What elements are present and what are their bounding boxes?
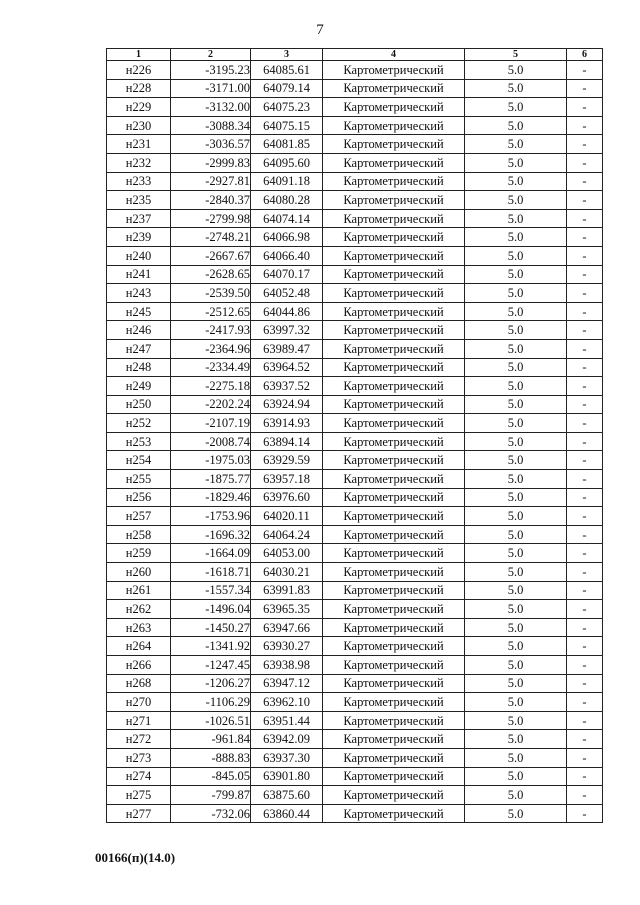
cell-accuracy: 5.0 [465,656,567,675]
cell-y-coordinate: 64085.61 [251,61,323,80]
cell-x-coordinate: -2202.24 [171,395,251,414]
cell-y-coordinate: 64052.48 [251,284,323,303]
cell-note: - [567,395,603,414]
table-row [107,153,603,172]
table-row [107,432,603,451]
cell-note: - [567,246,603,265]
cell-note: - [567,98,603,117]
cell-x-coordinate: -1829.46 [171,488,251,507]
cell-note: - [567,637,603,656]
table-row [107,563,603,582]
cell-method: Картометрический [323,153,465,172]
cell-method: Картометрический [323,748,465,767]
table-row [107,265,603,284]
table-row [107,339,603,358]
cell-y-coordinate: 63930.27 [251,637,323,656]
cell-point-id: н233 [107,172,171,191]
cell-y-coordinate: 63929.59 [251,451,323,470]
cell-point-id: н237 [107,209,171,228]
cell-accuracy: 5.0 [465,432,567,451]
cell-point-id: н268 [107,674,171,693]
column-header-1: 1 [107,49,171,61]
table-row [107,414,603,433]
cell-note: - [567,786,603,805]
table-row [107,172,603,191]
cell-x-coordinate: -2417.93 [171,321,251,340]
table-row [107,135,603,154]
cell-point-id: н258 [107,525,171,544]
table-row [107,79,603,98]
cell-method: Картометрический [323,61,465,80]
cell-point-id: н241 [107,265,171,284]
cell-note: - [567,618,603,637]
cell-accuracy: 5.0 [465,618,567,637]
cell-method: Картометрический [323,730,465,749]
cell-note: - [567,191,603,210]
cell-x-coordinate: -3171.00 [171,79,251,98]
page-number: 7 [316,22,324,38]
cell-x-coordinate: -1106.29 [171,693,251,712]
cell-y-coordinate: 63924.94 [251,395,323,414]
cell-accuracy: 5.0 [465,804,567,823]
cell-note: - [567,432,603,451]
table-row [107,321,603,340]
cell-accuracy: 5.0 [465,246,567,265]
cell-method: Картометрический [323,321,465,340]
cell-accuracy: 5.0 [465,61,567,80]
table-row [107,656,603,675]
column-header-3: 3 [251,49,323,61]
cell-y-coordinate: 64079.14 [251,79,323,98]
cell-x-coordinate: -2999.83 [171,153,251,172]
cell-accuracy: 5.0 [465,507,567,526]
table-row [107,377,603,396]
cell-y-coordinate: 63860.44 [251,804,323,823]
cell-point-id: н247 [107,339,171,358]
cell-note: - [567,730,603,749]
cell-accuracy: 5.0 [465,153,567,172]
cell-point-id: н260 [107,563,171,582]
cell-accuracy: 5.0 [465,302,567,321]
cell-note: - [567,61,603,80]
cell-point-id: н274 [107,767,171,786]
cell-accuracy: 5.0 [465,209,567,228]
cell-method: Картометрический [323,507,465,526]
cell-y-coordinate: 64080.28 [251,191,323,210]
cell-y-coordinate: 64064.24 [251,525,323,544]
table-row [107,693,603,712]
cell-method: Картометрический [323,693,465,712]
table-row [107,507,603,526]
cell-method: Картометрический [323,525,465,544]
cell-method: Картометрический [323,804,465,823]
cell-method: Картометрический [323,98,465,117]
cell-accuracy: 5.0 [465,600,567,619]
cell-x-coordinate: -845.05 [171,767,251,786]
cell-note: - [567,600,603,619]
cell-x-coordinate: -1975.03 [171,451,251,470]
cell-note: - [567,116,603,135]
table-row [107,600,603,619]
cell-y-coordinate: 64020.11 [251,507,323,526]
cell-method: Картометрический [323,581,465,600]
cell-note: - [567,451,603,470]
cell-note: - [567,767,603,786]
cell-point-id: н240 [107,246,171,265]
cell-point-id: н264 [107,637,171,656]
table-row [107,228,603,247]
table-body [107,61,603,823]
cell-note: - [567,153,603,172]
cell-accuracy: 5.0 [465,711,567,730]
cell-x-coordinate: -1618.71 [171,563,251,582]
cell-note: - [567,581,603,600]
table-row [107,451,603,470]
cell-accuracy: 5.0 [465,451,567,470]
cell-method: Картометрический [323,79,465,98]
cell-note: - [567,377,603,396]
cell-x-coordinate: -1696.32 [171,525,251,544]
cell-x-coordinate: -1026.51 [171,711,251,730]
cell-point-id: н252 [107,414,171,433]
cell-y-coordinate: 63947.66 [251,618,323,637]
cell-method: Картометрический [323,618,465,637]
cell-method: Картометрический [323,135,465,154]
column-header-2: 2 [171,49,251,61]
cell-method: Картометрический [323,563,465,582]
cell-x-coordinate: -1247.45 [171,656,251,675]
cell-x-coordinate: -1341.92 [171,637,251,656]
table-row [107,767,603,786]
table-row [107,116,603,135]
cell-point-id: н275 [107,786,171,805]
cell-y-coordinate: 63938.98 [251,656,323,675]
cell-note: - [567,693,603,712]
cell-point-id: н277 [107,804,171,823]
cell-note: - [567,79,603,98]
table-row [107,618,603,637]
cell-point-id: н271 [107,711,171,730]
cell-note: - [567,656,603,675]
cell-note: - [567,544,603,563]
cell-accuracy: 5.0 [465,191,567,210]
cell-x-coordinate: -888.83 [171,748,251,767]
cell-accuracy: 5.0 [465,637,567,656]
cell-note: - [567,228,603,247]
cell-x-coordinate: -2512.65 [171,302,251,321]
cell-x-coordinate: -961.84 [171,730,251,749]
table-row [107,470,603,489]
cell-accuracy: 5.0 [465,563,567,582]
cell-x-coordinate: -2334.49 [171,358,251,377]
cell-x-coordinate: -1557.34 [171,581,251,600]
table-row [107,98,603,117]
cell-y-coordinate: 63989.47 [251,339,323,358]
cell-point-id: н253 [107,432,171,451]
table-row [107,730,603,749]
cell-point-id: н246 [107,321,171,340]
cell-accuracy: 5.0 [465,284,567,303]
table-row [107,209,603,228]
cell-y-coordinate: 64091.18 [251,172,323,191]
cell-method: Картометрический [323,395,465,414]
cell-point-id: н263 [107,618,171,637]
cell-x-coordinate: -2748.21 [171,228,251,247]
cell-point-id: н235 [107,191,171,210]
cell-x-coordinate: -732.06 [171,804,251,823]
cell-y-coordinate: 63991.83 [251,581,323,600]
cell-note: - [567,265,603,284]
cell-y-coordinate: 63914.93 [251,414,323,433]
cell-y-coordinate: 63997.32 [251,321,323,340]
cell-accuracy: 5.0 [465,748,567,767]
cell-point-id: н248 [107,358,171,377]
cell-point-id: н239 [107,228,171,247]
cell-x-coordinate: -3036.57 [171,135,251,154]
cell-note: - [567,339,603,358]
table-row [107,804,603,823]
cell-x-coordinate: -2107.19 [171,414,251,433]
cell-note: - [567,470,603,489]
cell-method: Картометрический [323,191,465,210]
cell-note: - [567,135,603,154]
cell-note: - [567,804,603,823]
cell-accuracy: 5.0 [465,135,567,154]
cell-point-id: н259 [107,544,171,563]
cell-note: - [567,674,603,693]
cell-method: Картометрический [323,674,465,693]
cell-y-coordinate: 64070.17 [251,265,323,284]
cell-point-id: н231 [107,135,171,154]
cell-y-coordinate: 64066.40 [251,246,323,265]
table-row [107,525,603,544]
cell-x-coordinate: -2364.96 [171,339,251,358]
cell-note: - [567,711,603,730]
cell-y-coordinate: 63947.12 [251,674,323,693]
cell-method: Картометрический [323,544,465,563]
cell-method: Картометрический [323,767,465,786]
table-header-row [107,49,603,61]
cell-accuracy: 5.0 [465,693,567,712]
cell-x-coordinate: -2008.74 [171,432,251,451]
cell-method: Картометрический [323,637,465,656]
cell-accuracy: 5.0 [465,674,567,693]
cell-accuracy: 5.0 [465,321,567,340]
cell-x-coordinate: -1664.09 [171,544,251,563]
cell-point-id: н257 [107,507,171,526]
cell-note: - [567,507,603,526]
cell-x-coordinate: -2275.18 [171,377,251,396]
cell-method: Картометрический [323,432,465,451]
cell-note: - [567,172,603,191]
cell-accuracy: 5.0 [465,786,567,805]
cell-point-id: н255 [107,470,171,489]
table-row [107,358,603,377]
cell-accuracy: 5.0 [465,358,567,377]
cell-y-coordinate: 63937.52 [251,377,323,396]
cell-y-coordinate: 63875.60 [251,786,323,805]
cell-point-id: н229 [107,98,171,117]
cell-y-coordinate: 64095.60 [251,153,323,172]
table-row [107,302,603,321]
cell-note: - [567,414,603,433]
coordinates-table [106,48,603,823]
cell-point-id: н226 [107,61,171,80]
cell-note: - [567,563,603,582]
cell-point-id: н243 [107,284,171,303]
cell-accuracy: 5.0 [465,172,567,191]
cell-point-id: н266 [107,656,171,675]
cell-point-id: н249 [107,377,171,396]
cell-accuracy: 5.0 [465,79,567,98]
cell-accuracy: 5.0 [465,767,567,786]
column-header-6: 6 [567,49,603,61]
cell-method: Картометрический [323,228,465,247]
cell-method: Картометрический [323,265,465,284]
cell-accuracy: 5.0 [465,265,567,284]
cell-y-coordinate: 63962.10 [251,693,323,712]
cell-note: - [567,358,603,377]
cell-method: Картометрический [323,600,465,619]
cell-y-coordinate: 64081.85 [251,135,323,154]
cell-y-coordinate: 64075.15 [251,116,323,135]
cell-point-id: н228 [107,79,171,98]
cell-x-coordinate: -1875.77 [171,470,251,489]
cell-x-coordinate: -3088.34 [171,116,251,135]
table-row [107,246,603,265]
cell-x-coordinate: -1496.04 [171,600,251,619]
cell-y-coordinate: 63976.60 [251,488,323,507]
column-header-5: 5 [465,49,567,61]
table-row [107,674,603,693]
table-row [107,581,603,600]
cell-y-coordinate: 63964.52 [251,358,323,377]
cell-point-id: н250 [107,395,171,414]
cell-y-coordinate: 63937.30 [251,748,323,767]
table-row [107,191,603,210]
cell-x-coordinate: -1450.27 [171,618,251,637]
cell-method: Картометрический [323,116,465,135]
table-row [107,61,603,80]
cell-accuracy: 5.0 [465,98,567,117]
cell-x-coordinate: -799.87 [171,786,251,805]
cell-note: - [567,525,603,544]
cell-x-coordinate: -2840.37 [171,191,251,210]
cell-accuracy: 5.0 [465,228,567,247]
cell-method: Картометрический [323,451,465,470]
table-row [107,544,603,563]
cell-method: Картометрический [323,358,465,377]
cell-y-coordinate: 63965.35 [251,600,323,619]
cell-method: Картометрический [323,172,465,191]
cell-method: Картометрический [323,470,465,489]
cell-accuracy: 5.0 [465,339,567,358]
cell-note: - [567,748,603,767]
table-row [107,786,603,805]
cell-point-id: н273 [107,748,171,767]
document-code: 00166(п)(14.0) [95,850,176,865]
cell-method: Картометрический [323,414,465,433]
cell-note: - [567,302,603,321]
cell-y-coordinate: 64053.00 [251,544,323,563]
cell-y-coordinate: 63894.14 [251,432,323,451]
cell-x-coordinate: -3195.23 [171,61,251,80]
cell-accuracy: 5.0 [465,414,567,433]
cell-note: - [567,209,603,228]
cell-y-coordinate: 64044.86 [251,302,323,321]
cell-accuracy: 5.0 [465,116,567,135]
cell-x-coordinate: -2799.98 [171,209,251,228]
cell-note: - [567,488,603,507]
table-row [107,395,603,414]
cell-y-coordinate: 63957.18 [251,470,323,489]
cell-y-coordinate: 64074.14 [251,209,323,228]
cell-point-id: н230 [107,116,171,135]
cell-accuracy: 5.0 [465,730,567,749]
cell-method: Картометрический [323,786,465,805]
cell-accuracy: 5.0 [465,470,567,489]
cell-method: Картометрический [323,656,465,675]
cell-method: Картометрический [323,302,465,321]
cell-point-id: н272 [107,730,171,749]
table-row [107,284,603,303]
cell-y-coordinate: 64030.21 [251,563,323,582]
cell-y-coordinate: 63901.80 [251,767,323,786]
cell-point-id: н262 [107,600,171,619]
column-header-4: 4 [323,49,465,61]
cell-method: Картометрический [323,209,465,228]
table-row [107,711,603,730]
cell-method: Картометрический [323,246,465,265]
cell-x-coordinate: -2927.81 [171,172,251,191]
cell-accuracy: 5.0 [465,377,567,396]
table-row [107,637,603,656]
cell-method: Картометрический [323,377,465,396]
cell-point-id: н245 [107,302,171,321]
cell-x-coordinate: -1753.96 [171,507,251,526]
cell-y-coordinate: 64075.23 [251,98,323,117]
cell-accuracy: 5.0 [465,544,567,563]
cell-y-coordinate: 63942.09 [251,730,323,749]
cell-accuracy: 5.0 [465,525,567,544]
cell-x-coordinate: -2539.50 [171,284,251,303]
table-row [107,488,603,507]
cell-x-coordinate: -2667.67 [171,246,251,265]
cell-accuracy: 5.0 [465,581,567,600]
cell-method: Картометрический [323,339,465,358]
cell-y-coordinate: 63951.44 [251,711,323,730]
table-row [107,748,603,767]
cell-point-id: н256 [107,488,171,507]
cell-x-coordinate: -1206.27 [171,674,251,693]
cell-accuracy: 5.0 [465,488,567,507]
cell-accuracy: 5.0 [465,395,567,414]
cell-x-coordinate: -3132.00 [171,98,251,117]
cell-method: Картометрический [323,711,465,730]
cell-point-id: н261 [107,581,171,600]
cell-method: Картометрический [323,488,465,507]
cell-point-id: н270 [107,693,171,712]
cell-y-coordinate: 64066.98 [251,228,323,247]
cell-point-id: н232 [107,153,171,172]
cell-point-id: н254 [107,451,171,470]
cell-method: Картометрический [323,284,465,303]
cell-note: - [567,284,603,303]
cell-x-coordinate: -2628.65 [171,265,251,284]
cell-note: - [567,321,603,340]
